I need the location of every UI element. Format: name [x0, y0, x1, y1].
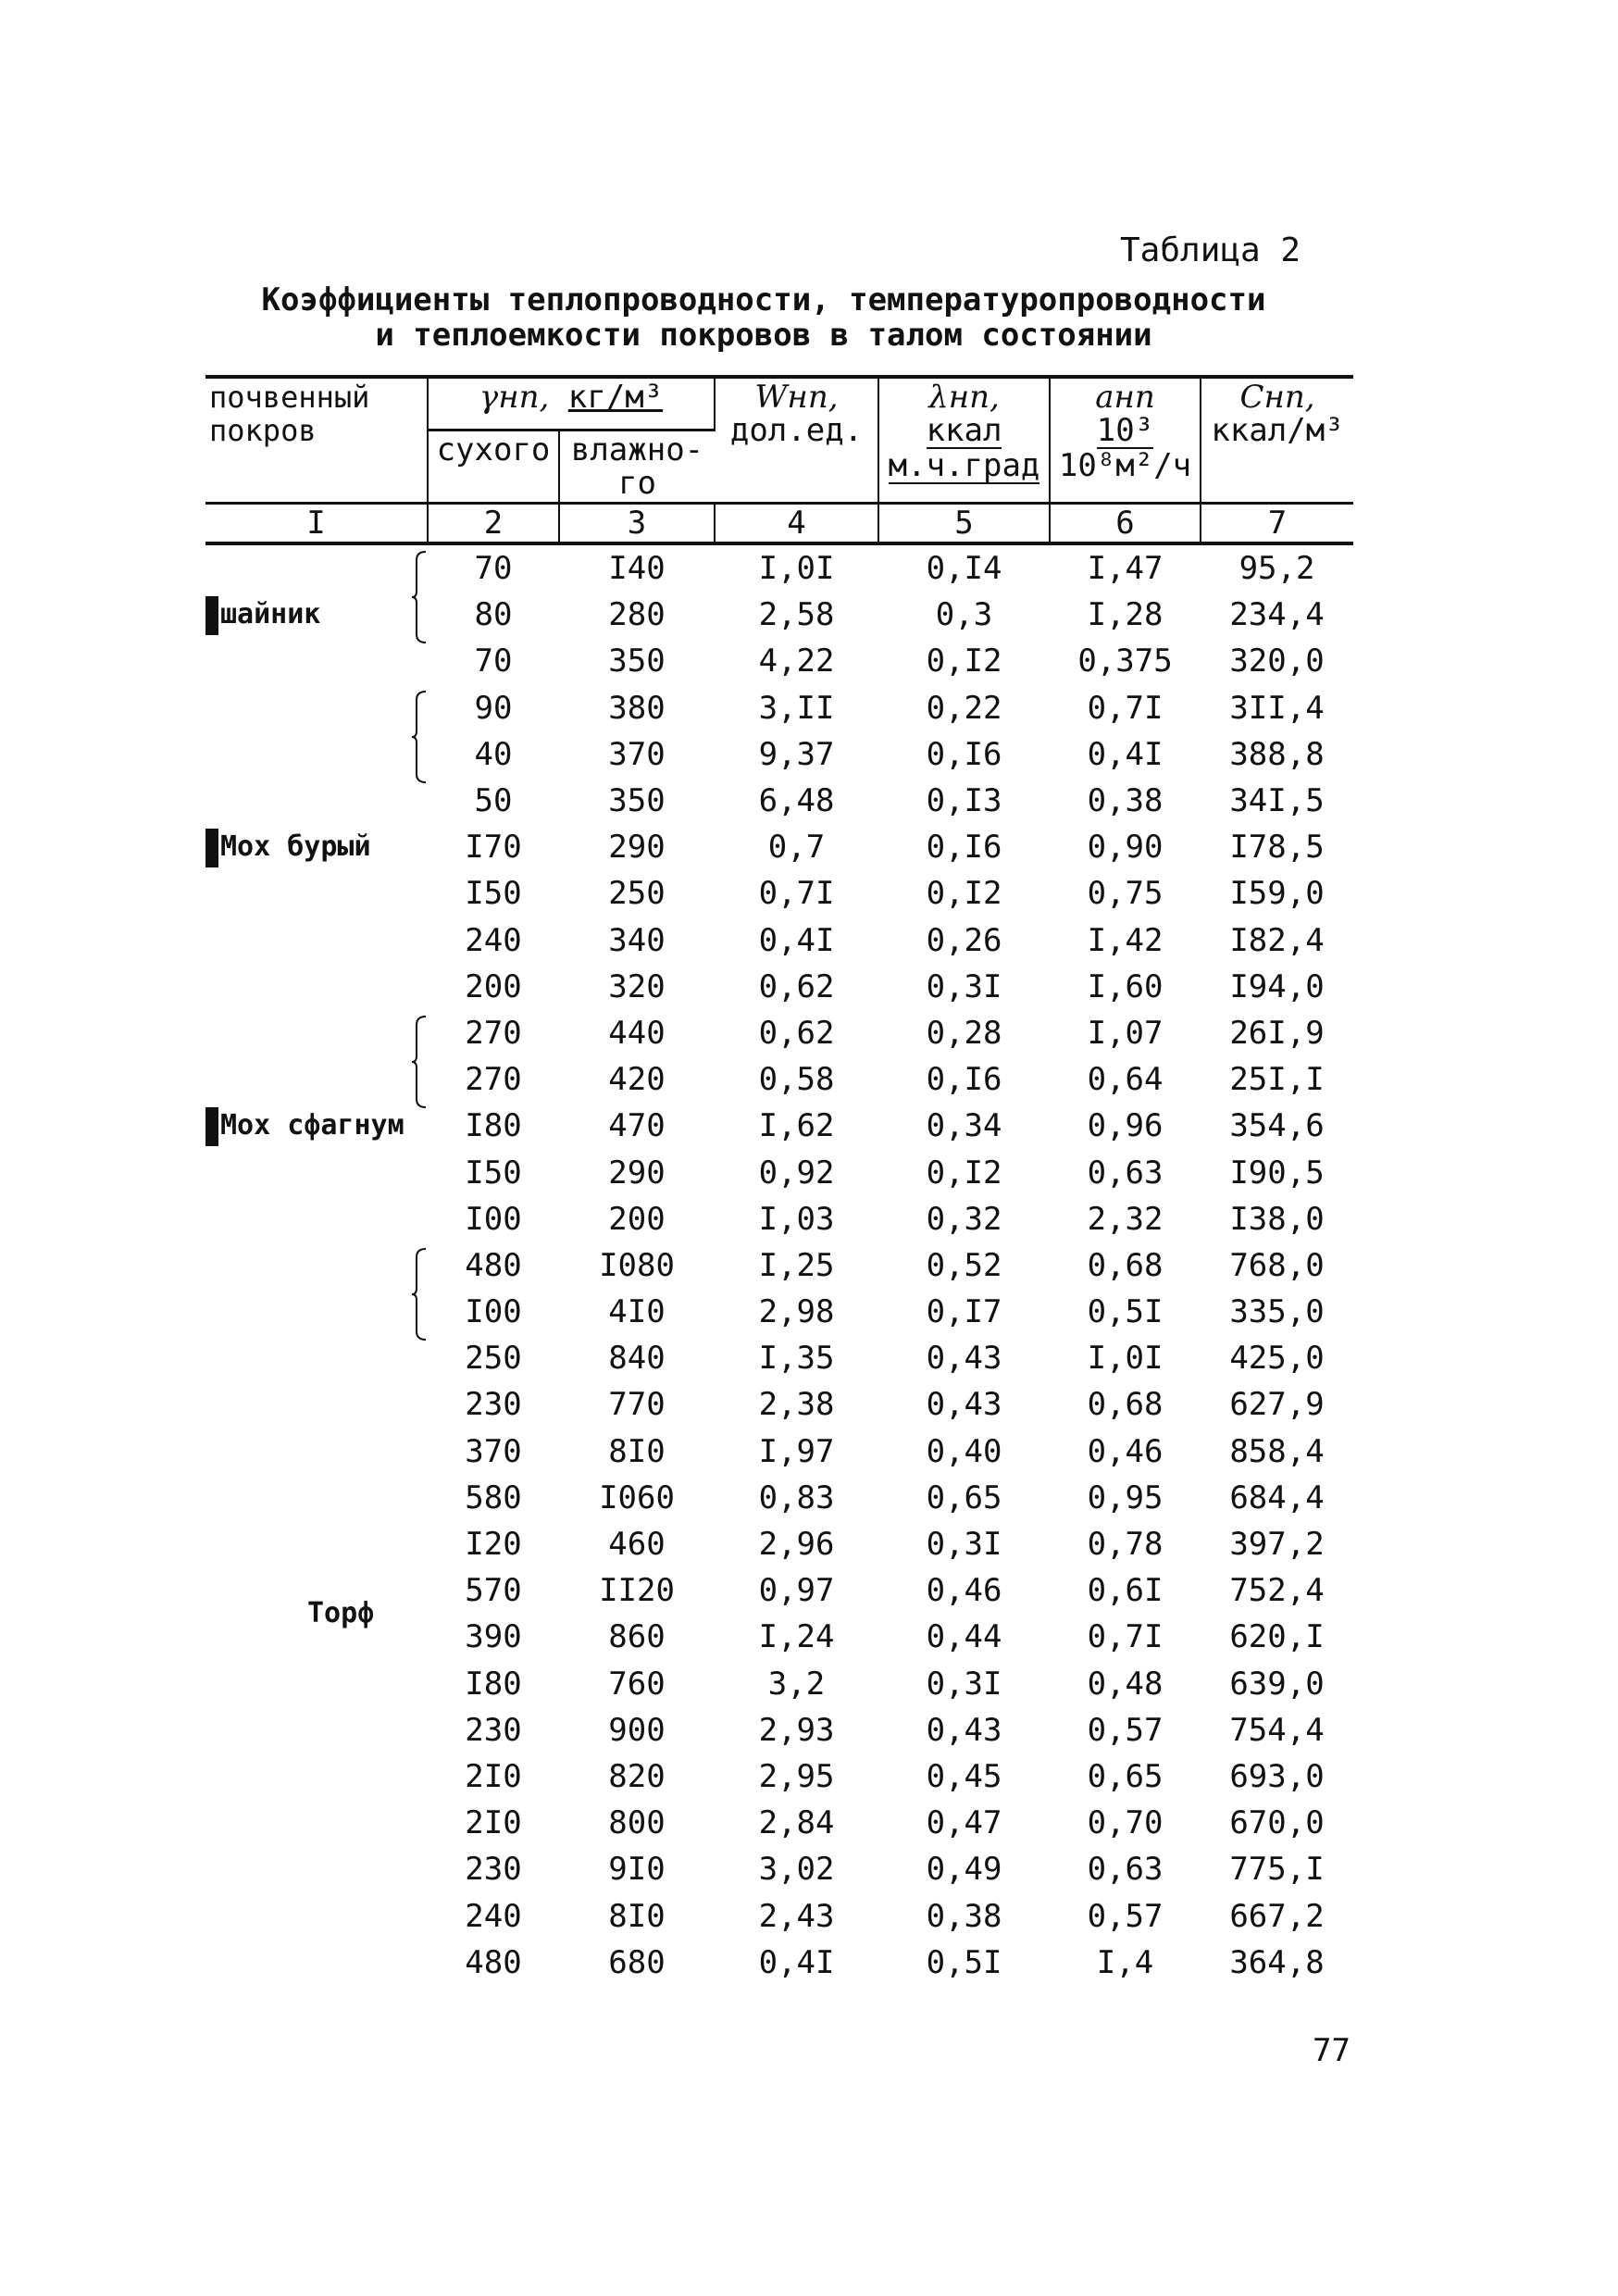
table-cell: 26I,9 — [1229, 1014, 1325, 1052]
table-cell: 858,4 — [1229, 1432, 1325, 1470]
table-cell: 440 — [608, 1014, 666, 1052]
table-cell: 0,92 — [758, 1154, 835, 1192]
table-cell: 900 — [608, 1711, 666, 1749]
table-cell: 0,63 — [1087, 1154, 1164, 1192]
table-cell: I82,4 — [1229, 921, 1325, 959]
table-cell: 0,49 — [926, 1851, 1002, 1889]
table-cell: 0,70 — [1087, 1804, 1164, 1842]
table-cell: 800 — [608, 1804, 666, 1842]
table-cell: 0,97 — [758, 1572, 835, 1610]
table-cell: 0,3 — [935, 596, 993, 634]
column-number: 2 — [428, 504, 559, 544]
table-cell: 0,83 — [758, 1479, 835, 1516]
table-cell: I50 — [465, 1154, 522, 1192]
group-brace — [411, 1248, 428, 1341]
table-cell: 80 — [474, 596, 513, 634]
table-cell: 0,7I — [758, 875, 835, 913]
table-cell: 0,78 — [1087, 1526, 1164, 1564]
table-cell: I20 — [465, 1526, 522, 1564]
column-number: I — [205, 504, 428, 544]
table-cell: 95,2 — [1238, 550, 1315, 588]
table-cell: 290 — [608, 829, 666, 867]
table-cell: 0,45 — [926, 1757, 1002, 1795]
table-cell: I,25 — [758, 1246, 835, 1284]
table-cell: 0,5I — [1087, 1293, 1164, 1331]
group-label — [205, 685, 428, 1010]
table-cell: 0,46 — [926, 1572, 1002, 1610]
table-cell: 0,I2 — [926, 875, 1002, 913]
table-cell: I,07 — [1087, 1014, 1164, 1052]
margin-marker — [205, 1107, 218, 1146]
table-cell: 380 — [608, 689, 666, 727]
table-cell: 2,38 — [758, 1386, 835, 1424]
table-cell: I,0I — [1087, 1340, 1164, 1378]
table-cell: 0,38 — [926, 1897, 1002, 1935]
table-cell: 0,I6 — [926, 829, 1002, 867]
table-label: Таблица 2 — [1120, 231, 1301, 269]
table-cell: 0,43 — [926, 1340, 1002, 1378]
table-cell: 370 — [465, 1432, 522, 1470]
table-cell: 480 — [465, 1246, 522, 1284]
table-cell: 3,II — [758, 689, 835, 727]
table-cell: 0,I6 — [926, 735, 1002, 773]
table-cell: 2,98 — [758, 1293, 835, 1331]
table-cell: 320,0 — [1229, 643, 1325, 680]
table-cell: I59,0 — [1229, 875, 1325, 913]
header-heat-capacity: Cнп, ккал/м³ — [1201, 377, 1353, 504]
header-wet: влажно- го — [570, 431, 704, 502]
table-cell: 0,96 — [1087, 1107, 1164, 1145]
table-cell: 627,9 — [1229, 1386, 1325, 1424]
table-cell: 770 — [608, 1386, 666, 1424]
table-cell: I70 — [465, 829, 522, 867]
table-cell: 0,57 — [1087, 1897, 1164, 1935]
column-number: 6 — [1050, 504, 1201, 544]
table-cell: 0,62 — [758, 1014, 835, 1052]
table-cell: 350 — [608, 782, 666, 820]
table-cell: 0,6I — [1087, 1572, 1164, 1610]
table-cell: 350 — [608, 643, 666, 680]
table-cell: 3II,4 — [1229, 689, 1325, 727]
table-cell: I,97 — [758, 1432, 835, 1470]
table-cell: 0,5I — [926, 1943, 1002, 1981]
table-row — [205, 1242, 1353, 1289]
table-cell: 684,4 — [1229, 1479, 1325, 1516]
page-number: 77 — [1313, 2032, 1350, 2069]
table-cell: 388,8 — [1229, 735, 1325, 773]
column-numbers — [205, 504, 1353, 544]
table-cell: I00 — [465, 1293, 522, 1331]
table-cell: 768,0 — [1229, 1246, 1325, 1284]
table-cell: 0,4I — [758, 1943, 835, 1981]
table-cell: 4,22 — [758, 643, 835, 680]
table-row — [205, 1010, 1353, 1056]
table-cell: 0,44 — [926, 1618, 1002, 1656]
table-cell: I,62 — [758, 1107, 835, 1145]
table-cell: 480 — [465, 1943, 522, 1981]
table-cell: 820 — [608, 1757, 666, 1795]
header-density: γнп, кг/м³ — [428, 377, 715, 430]
table-cell: 70 — [474, 643, 513, 680]
table-cell: 2I0 — [465, 1804, 522, 1842]
table-cell: 0,7I — [1087, 689, 1164, 727]
table-cell: 390 — [465, 1618, 522, 1656]
table-cell: 0,34 — [926, 1107, 1002, 1145]
table-cell: 0,38 — [1087, 782, 1164, 820]
table-cell: 250 — [608, 875, 666, 913]
table-cell: 0,I2 — [926, 643, 1002, 680]
header-dry: сухого — [428, 430, 559, 504]
table-cell: 200 — [465, 967, 522, 1005]
table-cell: 335,0 — [1229, 1293, 1325, 1331]
table-cell: 680 — [608, 1943, 666, 1981]
table-cell: 425,0 — [1229, 1340, 1325, 1378]
table-cell: 3,02 — [758, 1851, 835, 1889]
table-cell: 0,63 — [1087, 1851, 1164, 1889]
table-cell: 290 — [608, 1154, 666, 1192]
table-cell: 2,93 — [758, 1711, 835, 1749]
table-cell: 230 — [465, 1386, 522, 1424]
table-cell: 0,46 — [1087, 1432, 1164, 1470]
table-cell: 0,I6 — [926, 1061, 1002, 1099]
table-cell: 240 — [465, 921, 522, 959]
table-cell: 0,43 — [926, 1386, 1002, 1424]
table-cell: 0,90 — [1087, 829, 1164, 867]
table-cell: I,60 — [1087, 967, 1164, 1005]
table-cell: 0,32 — [926, 1200, 1002, 1238]
table-caption — [167, 282, 1361, 353]
table-cell: 775,I — [1229, 1851, 1325, 1889]
table-cell: 0,4I — [1087, 735, 1164, 773]
table-cell: 9,37 — [758, 735, 835, 773]
column-number: 3 — [559, 504, 715, 544]
table-cell: 90 — [474, 689, 513, 727]
table-cell: I40 — [608, 550, 666, 588]
table-cell: 270 — [465, 1014, 522, 1052]
table-cell: I80 — [465, 1665, 522, 1703]
table-cell: 754,4 — [1229, 1711, 1325, 1749]
group-brace — [411, 691, 428, 783]
group-name: Мох бурый — [220, 830, 371, 864]
table-cell: 25I,I — [1229, 1061, 1325, 1099]
table-cell: 0,68 — [1087, 1246, 1164, 1284]
table-cell: 0,7 — [767, 829, 826, 867]
table-cell: I,0I — [758, 550, 835, 588]
table-cell: 840 — [608, 1340, 666, 1378]
table-cell: 0,57 — [1087, 1711, 1164, 1749]
table-cell: 620,I — [1229, 1618, 1325, 1656]
caption-line-1: Коэффициенты теплопроводности, температуропроводности — [261, 281, 1266, 318]
table-cell: 0,3I — [926, 1665, 1002, 1703]
table-cell: 639,0 — [1229, 1665, 1325, 1703]
table-cell: I,47 — [1087, 550, 1164, 588]
table-cell: 280 — [608, 596, 666, 634]
table-cell: 354,6 — [1229, 1107, 1325, 1145]
table-cell: 470 — [608, 1107, 666, 1145]
table-cell: 0,28 — [926, 1014, 1002, 1052]
table-cell: 320 — [608, 967, 666, 1005]
coefficients-table — [205, 375, 1353, 1986]
header-conductivity: λнп, ккал м.ч.град — [878, 377, 1050, 504]
table-cell: I78,5 — [1229, 829, 1325, 867]
table-cell: 3,2 — [767, 1665, 826, 1703]
table-cell: 0,62 — [758, 967, 835, 1005]
table-cell: 0,75 — [1087, 875, 1164, 913]
group-name: Торф — [307, 1597, 375, 1630]
table-cell: 0,I4 — [926, 550, 1002, 588]
table-cell: 2,43 — [758, 1897, 835, 1935]
table-cell: 0,95 — [1087, 1479, 1164, 1516]
table-cell: 70 — [474, 550, 513, 588]
table-cell: 0,65 — [926, 1479, 1002, 1516]
table-cell: I80 — [465, 1107, 522, 1145]
table-cell: I38,0 — [1229, 1200, 1325, 1238]
table-cell: I94,0 — [1229, 967, 1325, 1005]
group-label — [205, 1242, 428, 1986]
table-cell: 0,68 — [1087, 1386, 1164, 1424]
table-header — [205, 377, 1353, 543]
table-cell: 34I,5 — [1229, 782, 1325, 820]
table-cell: 340 — [608, 921, 666, 959]
table-cell: 6,48 — [758, 782, 835, 820]
table-cell: 860 — [608, 1618, 666, 1656]
table-cell: 2,84 — [758, 1804, 835, 1842]
table-cell: 760 — [608, 1665, 666, 1703]
table-cell: 8I0 — [608, 1432, 666, 1470]
table-cell: 250 — [465, 1340, 522, 1378]
table-cell: I060 — [599, 1479, 675, 1516]
margin-marker — [205, 596, 218, 635]
group-label — [205, 1010, 428, 1242]
table-cell: 234,4 — [1229, 596, 1325, 634]
table-cell: 397,2 — [1229, 1526, 1325, 1564]
header-soil-cover: почвенный покров — [205, 377, 428, 504]
table-cell: 2,58 — [758, 596, 835, 634]
caption-line-2: и теплоемкости покровов в талом состоянии — [375, 317, 1152, 354]
table-row — [205, 685, 1353, 731]
table-cell: 200 — [608, 1200, 666, 1238]
table-cell: I080 — [599, 1246, 675, 1284]
table-cell: 0,3I — [926, 967, 1002, 1005]
table-cell: I50 — [465, 875, 522, 913]
table-cell: 2,96 — [758, 1526, 835, 1564]
table-cell: 0,4I — [758, 921, 835, 959]
table-cell: 0,I3 — [926, 782, 1002, 820]
table-cell: 0,64 — [1087, 1061, 1164, 1099]
table-cell: 270 — [465, 1061, 522, 1099]
table-cell: 667,2 — [1229, 1897, 1325, 1935]
table-cell: 0,40 — [926, 1432, 1002, 1470]
table-cell: 0,48 — [1087, 1665, 1164, 1703]
table-cell: 670,0 — [1229, 1804, 1325, 1842]
table-cell: 240 — [465, 1897, 522, 1935]
table-cell: 693,0 — [1229, 1757, 1325, 1795]
table-cell: 0,58 — [758, 1061, 835, 1099]
table-cell: 0,I7 — [926, 1293, 1002, 1331]
table-cell: 0,I2 — [926, 1154, 1002, 1192]
table-cell: I,4 — [1096, 1943, 1154, 1981]
table-cell: 0,52 — [926, 1246, 1002, 1284]
table-cell: 460 — [608, 1526, 666, 1564]
column-number: 4 — [715, 504, 878, 544]
table-cell: 370 — [608, 735, 666, 773]
table-cell: 420 — [608, 1061, 666, 1099]
table-cell: I,42 — [1087, 921, 1164, 959]
table-cell: 2,95 — [758, 1757, 835, 1795]
table-cell: 4I0 — [608, 1293, 666, 1331]
table-cell: I,28 — [1087, 596, 1164, 634]
table-cell: 2,32 — [1087, 1200, 1164, 1238]
table-cell: 230 — [465, 1851, 522, 1889]
group-brace — [411, 551, 428, 643]
table-cell: 0,375 — [1077, 643, 1173, 680]
table-cell: 0,22 — [926, 689, 1002, 727]
table-cell: 0,47 — [926, 1804, 1002, 1842]
table-cell: I,03 — [758, 1200, 835, 1238]
table-body — [205, 543, 1353, 1986]
table-cell: II20 — [599, 1572, 675, 1610]
table-cell: 40 — [474, 735, 513, 773]
table-cell: 0,7I — [1087, 1618, 1164, 1656]
column-number: 7 — [1201, 504, 1353, 544]
table-cell: 0,43 — [926, 1711, 1002, 1749]
table-cell: 2I0 — [465, 1757, 522, 1795]
table-cell: 364,8 — [1229, 1943, 1325, 1981]
table-cell: 580 — [465, 1479, 522, 1516]
group-brace — [411, 1016, 428, 1108]
column-number: 5 — [878, 504, 1050, 544]
table-cell: 0,3I — [926, 1526, 1002, 1564]
header-diffusivity: aнп 10³ 10⁸м²/ч — [1050, 377, 1201, 504]
margin-marker — [205, 829, 218, 867]
table-row — [205, 543, 1353, 592]
header-moisture: Wнп, дол.ед. — [715, 377, 878, 504]
table-cell: I00 — [465, 1200, 522, 1238]
table-cell: 50 — [474, 782, 513, 820]
table-cell: 570 — [465, 1572, 522, 1610]
table-cell: 752,4 — [1229, 1572, 1325, 1610]
table-cell: I,24 — [758, 1618, 835, 1656]
table-cell: 8I0 — [608, 1897, 666, 1935]
table-cell: 0,26 — [926, 921, 1002, 959]
table-cell: I90,5 — [1229, 1154, 1325, 1192]
group-label — [205, 543, 428, 685]
group-name: Мох сфагнум — [220, 1109, 404, 1142]
table-cell: 0,65 — [1087, 1757, 1164, 1795]
table-cell: 9I0 — [608, 1851, 666, 1889]
group-name: шайник — [220, 598, 321, 631]
table-cell: I,35 — [758, 1340, 835, 1378]
table-cell: 230 — [465, 1711, 522, 1749]
